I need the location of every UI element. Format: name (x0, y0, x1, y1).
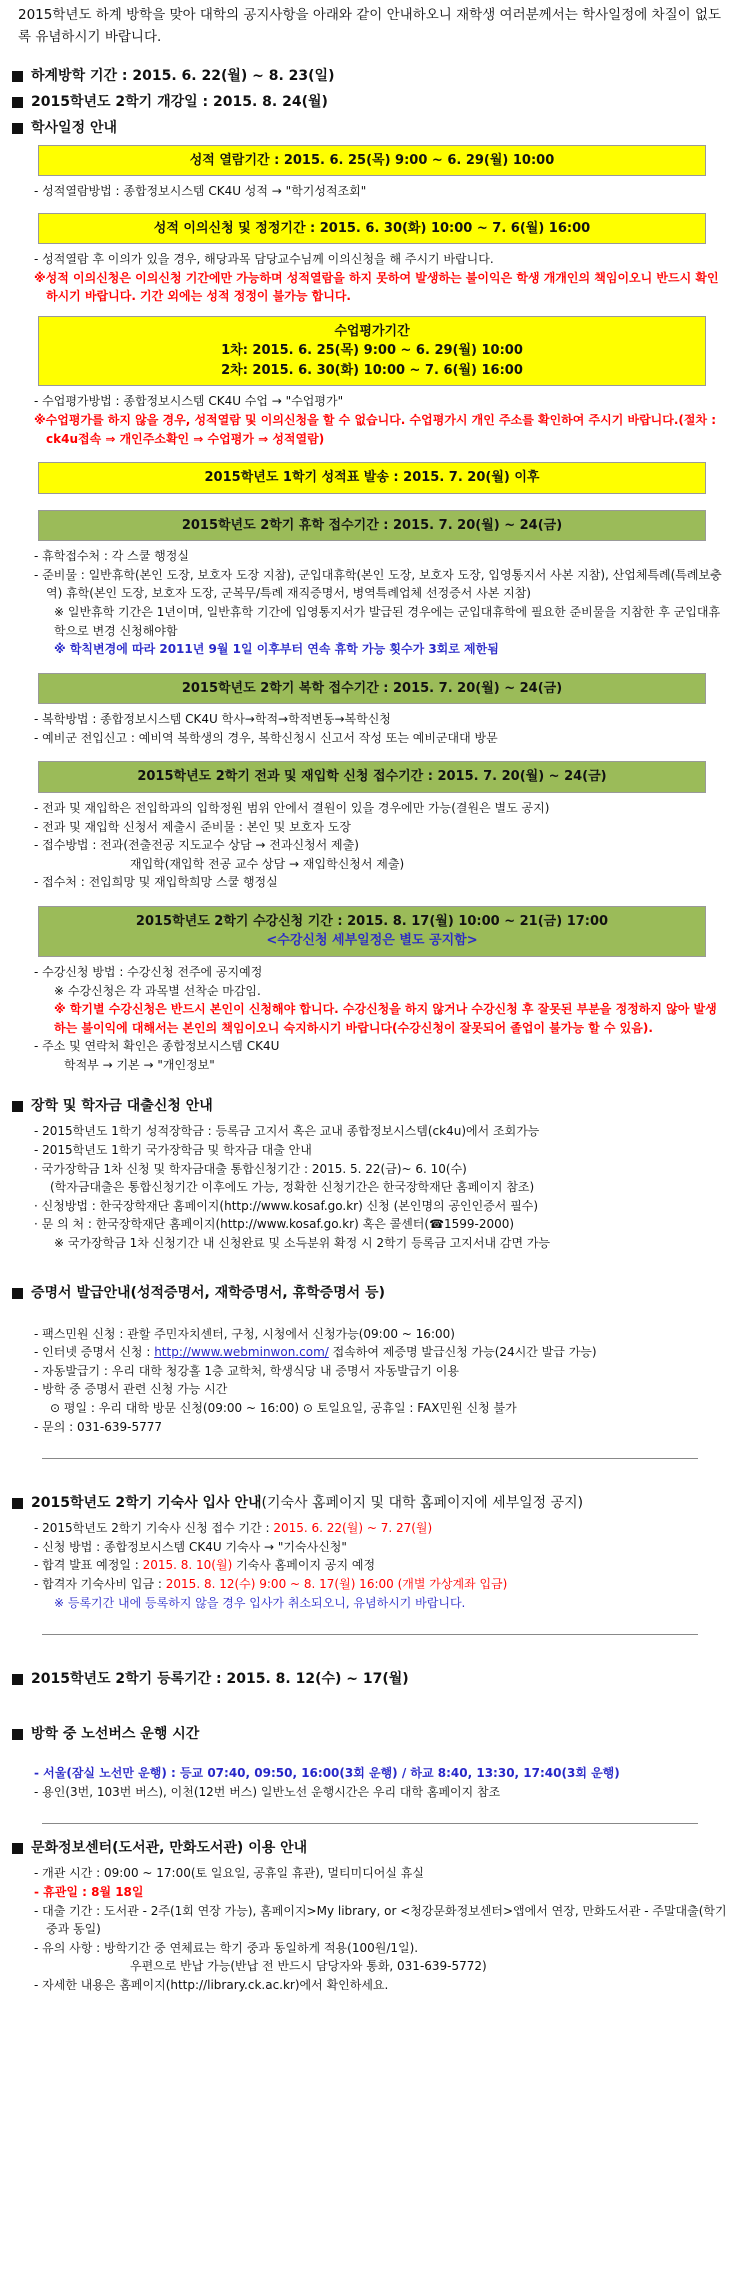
scholarship-note: ※ 국가장학금 1차 신청기간 내 신청완료 및 소득분위 확정 시 2학기 등록금 고지서내 감면 가능 (54, 1236, 551, 1251)
square-bullet-icon (12, 1498, 23, 1509)
vacation-heading: 하계방학 기간 : 2015. 6. 22(월) ~ 8. 23(일) (12, 66, 728, 87)
intro-text: 2015학년도 하계 방학을 맞아 대학의 공지사항을 아래와 같이 안내하오니 재학생 여러분께서는 학사일정에 차질이 없도록 유념하시기 바랍니다. (18, 7, 722, 46)
square-bullet-icon (12, 1101, 23, 1112)
transfer-office: - 접수처 : 전입희망 및 재입학희망 스쿨 행정실 (34, 875, 278, 890)
scholarship-line-6: · 문 의 처 : 한국장학재단 홈페이지(http://www.kosaf.go.kr) 혹은 콜센터(☎1599-2000) (34, 1217, 515, 1232)
certificate-contact: - 문의 : 031-639-5777 (34, 1419, 163, 1434)
return-method: - 복학방법 : 종합정보시스템 CK4U 학사→학적→학적변동→복학신청 (34, 712, 391, 727)
course-reg-subnote: <수강신청 세부일정은 별도 공지함> (266, 933, 478, 949)
library-loan: - 대출 기간 : 도서관 - 2주(1회 연장 가능), 홈페이지>My library, or <청강문화정보센터>앱에서 연장, 만화도서관 - 주말대출(학기중과 동일) (34, 1903, 727, 1937)
certificate-internet: - 인터넷 증명서 신청 : http://www.webminwon.com/ 접속하여 제증명 발급신청 가능(24시간 발급 가능) (34, 1345, 597, 1360)
certificate-heading: 증명서 발급안내(성적증명서, 재학증명서, 휴학증명서 등) (12, 1283, 728, 1304)
evaluation-title: 수업평가기간 (334, 323, 410, 339)
grades-objection-box: 성적 이의신청 및 정정기간 : 2015. 6. 30(화) 10:00 ~ 7. 6(월) 16:00 (38, 213, 706, 245)
bus-heading: 방학 중 노선버스 운행 시간 (12, 1724, 728, 1745)
divider (42, 1823, 698, 1824)
evaluation-method: - 수업평가방법 : 종합정보시스템 CK4U 수업 → "수업평가" (34, 394, 344, 409)
schedule-heading: 학사일정 안내 (12, 118, 728, 139)
certificate-kiosk: - 자동발급기 : 우리 대학 청강홀 1층 교학처, 학생식당 내 증명서 자동발급기 이용 (34, 1363, 459, 1378)
transfer-readmission: 재입학(재입학 전공 교수 상담 → 재입학신청서 제출) (130, 856, 405, 871)
dorm-heading: 2015학년도 2학기 기숙사 입사 안내 (기숙사 홈페이지 및 대학 홈페이지에 세부일정 공지) (12, 1493, 728, 1514)
square-bullet-icon (12, 123, 23, 134)
square-bullet-icon (12, 97, 23, 108)
evaluation-round1: 1차: 2015. 6. 25(목) 9:00 ~ 6. 29(월) 10:00 (221, 343, 523, 359)
scholarship-line-1: - 2015학년도 1학기 성적장학금 : 등록금 고지서 혹은 교내 종합정보시스템(ck4u)에서 조회가능 (34, 1124, 540, 1139)
course-reg-box (38, 906, 706, 957)
evaluation-round2: 2차: 2015. 6. 30(화) 10:00 ~ 7. 6(월) 16:00 (221, 362, 523, 378)
dorm-method: - 신청 방법 : 종합정보시스템 CK4U 기숙사 → "기숙사신청" (34, 1539, 347, 1554)
certificate-hours: ⊙ 평일 : 우리 대학 방문 신청(09:00 ~ 16:00) ⊙ 토일요일, 공휴일 : FAX민원 신청 불가 (50, 1401, 517, 1415)
report-card-box: 2015학년도 1학기 성적표 발송 : 2015. 7. 20(월) 이후 (38, 462, 706, 494)
course-reg-address: - 주소 및 연락처 확인은 종합정보시스템 CK4U (34, 1039, 280, 1054)
transfer-materials: - 전과 및 재입학 신청서 제출시 준비물 : 본인 및 보호자 도장 (34, 819, 351, 834)
library-hours: - 개관 시간 : 09:00 ~ 17:00(토 일요일, 공휴일 휴관), 멀티미디어실 휴실 (34, 1866, 424, 1881)
opening-heading: 2015학년도 2학기 개강일 : 2015. 8. 24(월) (12, 92, 728, 113)
certificate-fax: - 팩스민원 신청 : 관할 주민자치센터, 구청, 시청에서 신청가능(09:00 ~ 16:00) (34, 1326, 455, 1341)
library-closed: - 휴관일 : 8월 18일 (34, 1884, 144, 1899)
course-reg-method: - 수강신청 방법 : 수강신청 전주에 공지예정 (34, 964, 263, 979)
dorm-heading-note: (기숙사 홈페이지 및 대학 홈페이지에 세부일정 공지) (261, 1495, 584, 1512)
square-bullet-icon (12, 1729, 23, 1740)
square-bullet-icon (12, 1843, 23, 1854)
bus-other: - 용인(3번, 103번 버스), 이천(12번 버스) 일반노선 운행시간은 우리 대학 홈페이지 참조 (34, 1784, 501, 1799)
grades-objection-warning: ※성적 이의신청은 이의신청 기간에만 가능하며 성적열람을 하지 못하여 발생하는 불이익은 학생 개개인의 책임이오니 반드시 확인하시기 바랍니다. 기간 외에는 성적 정정이 불가능 합니다. (34, 270, 719, 304)
scholarship-line-3: · 국가장학금 1차 신청 및 학자금대출 통합신청기간 : 2015. 5. 22(금)~ 6. 10(수) (34, 1161, 467, 1176)
return-reserve: - 예비군 전입신고 : 예비역 복학생의 경우, 복학신청시 신고서 작성 또는 예비군대대 방문 (34, 730, 498, 745)
course-reg-path: 학적부 → 기본 → "개인정보" (64, 1057, 215, 1072)
leave-materials: - 준비물 : 일반휴학(본인 도장, 보호자 도장 지참), 군입대휴학(본인 도장, 보호자 도장, 입영통지서 사본 지참), 산업체특례(특례보충역) 휴학(본인 도장, 보호자 도장, 군복무/특례 재직증명서, 병역특례업체 선정증서 사본 지참) (34, 567, 722, 601)
certificate-vacation: - 방학 중 증명서 관련 신청 가능 시간 (34, 1382, 228, 1397)
scholarship-line-4: (학자금대출은 통합신청기간 이후에도 가능, 정확한 신청기간은 한국장학재단 홈페이지 참조) (50, 1180, 535, 1195)
registration-heading: 2015학년도 2학기 등록기간 : 2015. 8. 12(수) ~ 17(월) (12, 1669, 728, 1690)
grades-view-method: - 성적열람방법 : 종합정보시스템 CK4U 성적 → "학기성적조회" (34, 184, 367, 199)
transfer-box: 2015학년도 2학기 전과 및 재입학 신청 접수기간 : 2015. 7. 20(월) ~ 24(금) (38, 761, 706, 793)
course-reg-note: ※ 수강신청은 각 과목별 선착순 마감임. (54, 983, 261, 998)
divider (42, 1634, 698, 1635)
library-heading: 문화정보센터(도서관, 만화도서관) 이용 안내 (12, 1838, 728, 1859)
scholarship-heading: 장학 및 학자금 대출신청 안내 (12, 1096, 728, 1117)
square-bullet-icon (12, 1288, 23, 1299)
return-box: 2015학년도 2학기 복학 접수기간 : 2015. 7. 20(월) ~ 24(금) (38, 673, 706, 705)
square-bullet-icon (12, 1674, 23, 1685)
bus-seoul: - 서울(잠실 노선만 운행) : 등교 07:40, 09:50, 16:00(3회 운행) / 하교 8:40, 13:30, 17:40(3회 운행) (34, 1766, 620, 1781)
square-bullet-icon (12, 71, 23, 82)
library-return: 우편으로 반납 가능(반납 전 반드시 담당자와 통화, 031-639-5772) (130, 1959, 487, 1974)
scholarship-line-2: - 2015학년도 1학기 국가장학금 및 학자금 대출 안내 (34, 1143, 312, 1158)
dorm-announce: - 합격 발표 예정일 : 2015. 8. 10(월) 기숙사 홈페이지 공지 예정 (34, 1558, 376, 1573)
dorm-period: - 2015학년도 2학기 기숙사 신청 접수 기간 : 2015. 6. 22(월) ~ 7. 27(월) (34, 1521, 433, 1536)
webminwon-link[interactable]: http://www.webminwon.com/ (154, 1345, 329, 1360)
scholarship-line-5: · 신청방법 : 한국장학재단 홈페이지(http://www.kosaf.go.kr) 신청 (본인명의 공인인증서 필수) (34, 1198, 539, 1213)
library-note: - 유의 사항 : 방학기간 중 연체료는 학기 중과 동일하게 적용(100원/1일). (34, 1940, 419, 1955)
dorm-note: ※ 등록기간 내에 등록하지 않을 경우 입사가 취소되오니, 유념하시기 바랍니다. (54, 1595, 466, 1610)
leave-limit-note: ※ 학칙변경에 따라 2011년 9월 1일 이후부터 연속 휴학 가능 횟수가 3회로 제한됨 (54, 642, 499, 657)
transfer-method: - 접수방법 : 전과(전출전공 지도교수 상담 → 전과신청서 제출) (34, 838, 359, 853)
divider (42, 1458, 698, 1459)
course-reg-period: 2015학년도 2학기 수강신청 기간 : 2015. 8. 17(월) 10:00 ~ 21(금) 17:00 (135, 913, 609, 929)
transfer-line: - 전과 및 재입학은 전입학과의 입학정원 범위 안에서 결원이 있을 경우에만 가능(결원은 별도 공지) (34, 800, 550, 815)
leave-box: 2015학년도 2학기 휴학 접수기간 : 2015. 7. 20(월) ~ 24(금) (38, 510, 706, 542)
library-more: - 자세한 내용은 홈페이지(http://library.ck.ac.kr)에서 확인하세요. (34, 1977, 389, 1992)
leave-note: ※ 일반휴학 기간은 1년이며, 일반휴학 기간에 입영통지서가 발급된 경우에는 군입대휴학에 필요한 준비물을 지참한 후 군입대휴학으로 변경 신청해야함 (54, 604, 721, 638)
dorm-payment: - 합격자 기숙사비 입금 : 2015. 8. 12(수) 9:00 ~ 8. 17(월) 16:00 (개별 가상계좌 입금) (34, 1576, 508, 1591)
grades-view-box: 성적 열람기간 : 2015. 6. 25(목) 9:00 ~ 6. 29(월) 10:00 (38, 145, 706, 177)
leave-office: - 휴학접수처 : 각 스쿨 행정실 (34, 549, 189, 564)
evaluation-box (38, 316, 706, 387)
grades-objection-line: - 성적열람 후 이의가 있을 경우, 해당과목 담당교수님께 이의신청을 해 주시기 바랍니다. (34, 252, 494, 267)
evaluation-warning: ※수업평가를 하지 않을 경우, 성적열람 및 이의신청을 할 수 없습니다. 수업평가시 개인 주소를 확인하여 주시기 바랍니다.(절차 : ck4u접속 ⇒ 개인주소확인 ⇒ 수업평가 ⇒ 성적열람) (34, 413, 717, 446)
course-reg-warning: ※ 학기별 수강신청은 반드시 본인이 신청해야 합니다. 수강신청을 하지 않거나 수강신청 후 잘못된 부분을 정정하지 않아 발생하는 불이익에 대해서는 본인의 책임이오니 숙지하시기 바랍니다(수강신청이 잘못되어 졸업이 불가능 할 수 있음). (54, 1002, 717, 1035)
